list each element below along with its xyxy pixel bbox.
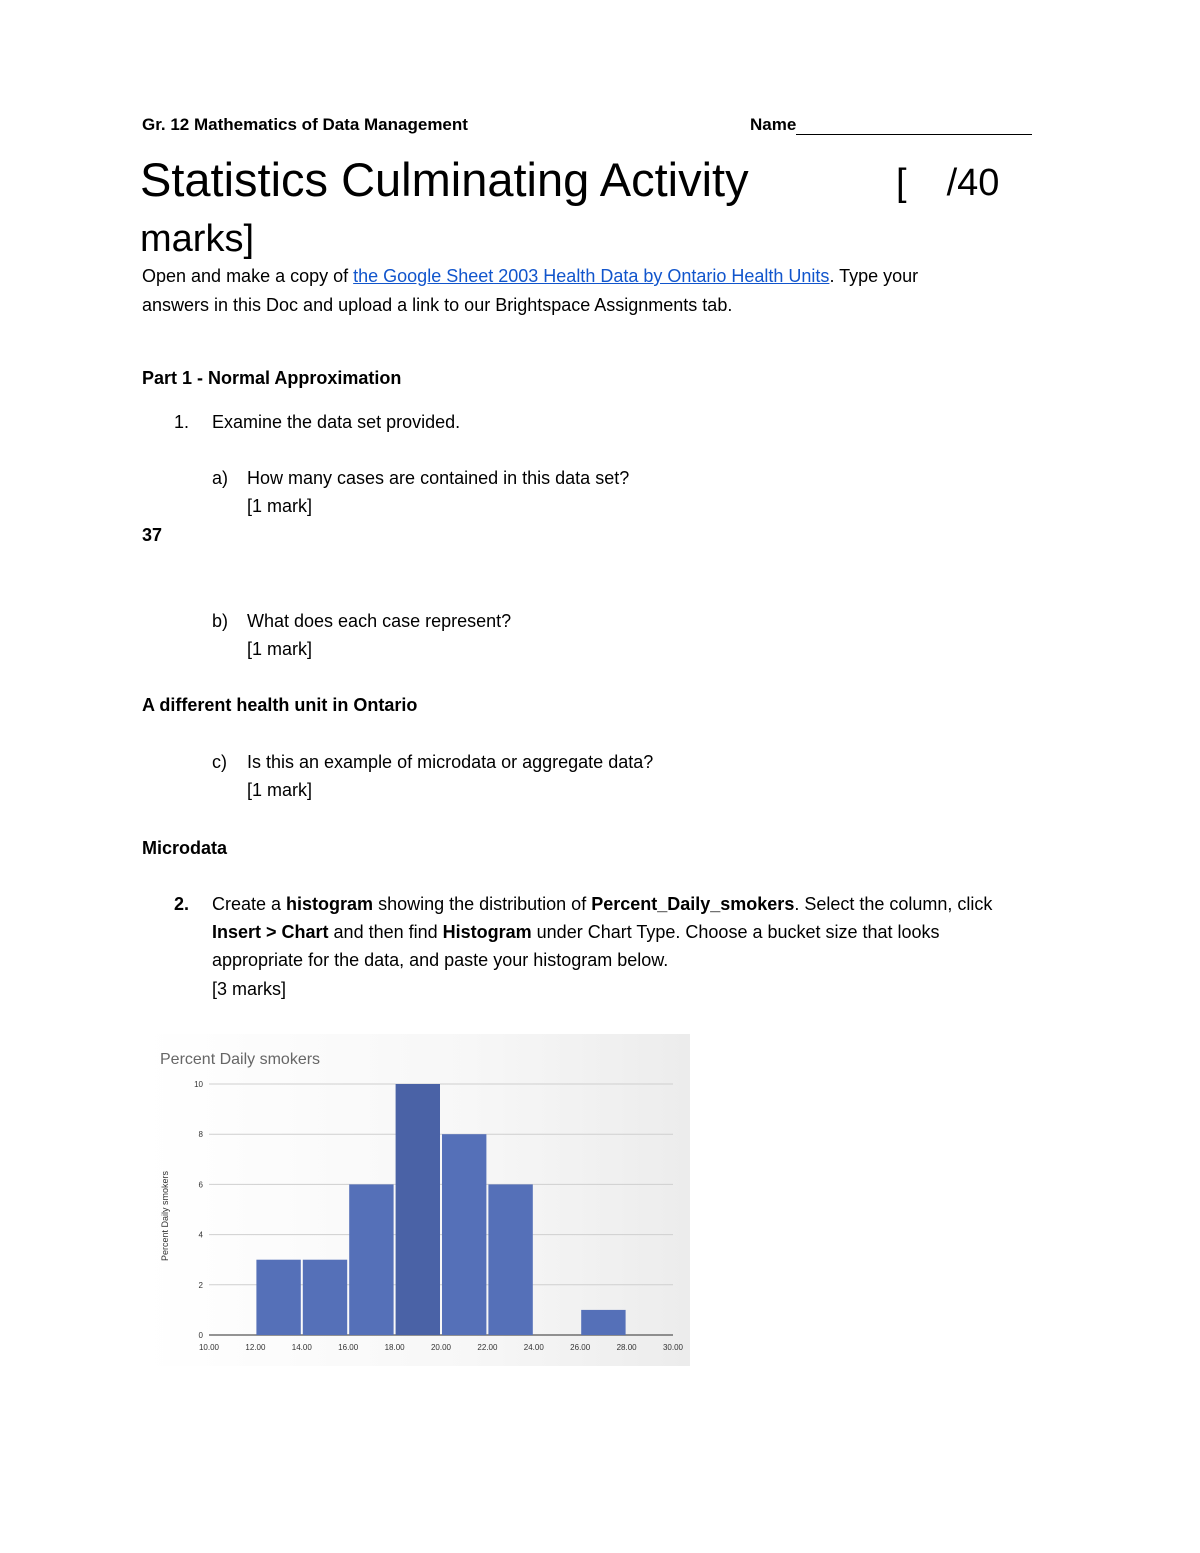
q2-bold-histogram: histogram	[286, 894, 374, 914]
intro-text-before-link: Open and make a copy of	[142, 266, 354, 286]
q2-bold-insert-chart: Insert > Chart	[212, 922, 329, 942]
q2-bold-histogram-type: Histogram	[442, 922, 532, 942]
chart-bars	[256, 1084, 625, 1335]
chart-y-tick-label: 6	[198, 1180, 203, 1190]
intro-paragraph	[142, 262, 1062, 320]
chart-x-tick-label: 24.00	[523, 1343, 544, 1352]
name-blank-line	[796, 116, 1032, 135]
qb-marks: [1 mark]	[247, 639, 313, 659]
chart-x-tick-label: 22.00	[477, 1343, 498, 1352]
chart-y-ticks	[194, 1080, 203, 1340]
chart-x-tick-label: 26.00	[570, 1343, 591, 1352]
q2-text: under Chart Type. Choose a bucket size that looks	[531, 922, 940, 942]
name-field	[750, 115, 1032, 135]
chart-bar	[349, 1184, 393, 1335]
q2-number: 2.	[174, 894, 190, 914]
q1-number: 1.	[174, 412, 190, 432]
course-title: Gr. 12 Mathematics of Data Management	[142, 115, 468, 134]
marks-word: marks]	[140, 218, 254, 260]
marks-bracket-open: [	[896, 162, 907, 204]
google-sheet-link[interactable]: the Google Sheet 2003 Health Data by Ontario Health Units	[353, 266, 830, 286]
chart-y-axis-label: Percent Daily smokers	[160, 1170, 170, 1262]
part1-heading: Part 1 - Normal Approximation	[142, 368, 402, 388]
name-label: Name	[750, 115, 797, 134]
marks-total: /40	[946, 162, 1000, 204]
histogram-svg	[144, 1034, 690, 1366]
qa-answer: 37	[142, 525, 163, 545]
chart-y-tick-label: 10	[194, 1080, 203, 1089]
q2-line-2	[212, 918, 940, 946]
qb-letter: b)	[212, 611, 229, 631]
qc-letter: c)	[212, 752, 227, 772]
q2-text: showing the distribution of	[373, 894, 592, 914]
chart-x-tick-label: 20.00	[430, 1343, 452, 1352]
qa-text: How many cases are contained in this data set?	[247, 468, 630, 488]
chart-x-tick-label: 10.00	[198, 1343, 220, 1352]
chart-bar	[581, 1310, 625, 1335]
histogram-chart	[144, 1034, 690, 1366]
intro-line-1	[142, 262, 1062, 291]
chart-x-tick-label: 12.00	[245, 1343, 266, 1352]
intro-text-after-link: . Type your	[829, 266, 919, 286]
q1-text: Examine the data set provided.	[212, 412, 461, 432]
q2-line-1	[212, 890, 992, 918]
qa-letter: a)	[212, 468, 229, 488]
chart-x-tick-label: 28.00	[616, 1343, 637, 1352]
chart-y-tick-label: 2	[198, 1280, 203, 1290]
chart-y-tick-label: 4	[198, 1230, 203, 1240]
qc-answer: Microdata	[142, 838, 228, 858]
q2-bold-column: Percent_Daily_smokers	[591, 894, 795, 914]
q2-marks: [3 marks]	[212, 979, 287, 999]
chart-x-tick-label: 16.00	[338, 1343, 359, 1352]
qa-marks: [1 mark]	[247, 496, 313, 516]
q2-text: Create a	[212, 894, 287, 914]
chart-bar	[396, 1084, 440, 1335]
q2-text: . Select the column, click	[794, 894, 993, 914]
total-marks	[896, 158, 999, 208]
chart-bar	[256, 1260, 300, 1335]
qb-answer: A different health unit in Ontario	[142, 695, 418, 715]
chart-x-tick-label: 30.00	[662, 1343, 684, 1352]
chart-x-tick-label: 18.00	[384, 1343, 405, 1352]
chart-bar	[303, 1260, 347, 1335]
chart-x-tick-label: 14.00	[291, 1343, 312, 1352]
page-title: Statistics Culminating Activity	[140, 153, 749, 206]
q2-text: and then find	[328, 922, 443, 942]
intro-line-2: answers in this Doc and upload a link to our Brightspace Assignments tab.	[142, 295, 733, 315]
qb-text: What does each case represent?	[247, 611, 512, 631]
chart-y-tick-label: 8	[198, 1130, 203, 1140]
q2-line-3: appropriate for the data, and paste your histogram below.	[212, 950, 669, 970]
chart-bar	[488, 1184, 532, 1335]
qc-text: Is this an example of microdata or aggregate data?	[247, 752, 654, 772]
chart-y-tick-label: 0	[198, 1331, 203, 1340]
qc-marks: [1 mark]	[247, 780, 313, 800]
chart-title: Percent Daily smokers	[160, 1051, 321, 1068]
chart-x-ticks	[199, 1343, 684, 1352]
chart-bar	[442, 1134, 486, 1335]
